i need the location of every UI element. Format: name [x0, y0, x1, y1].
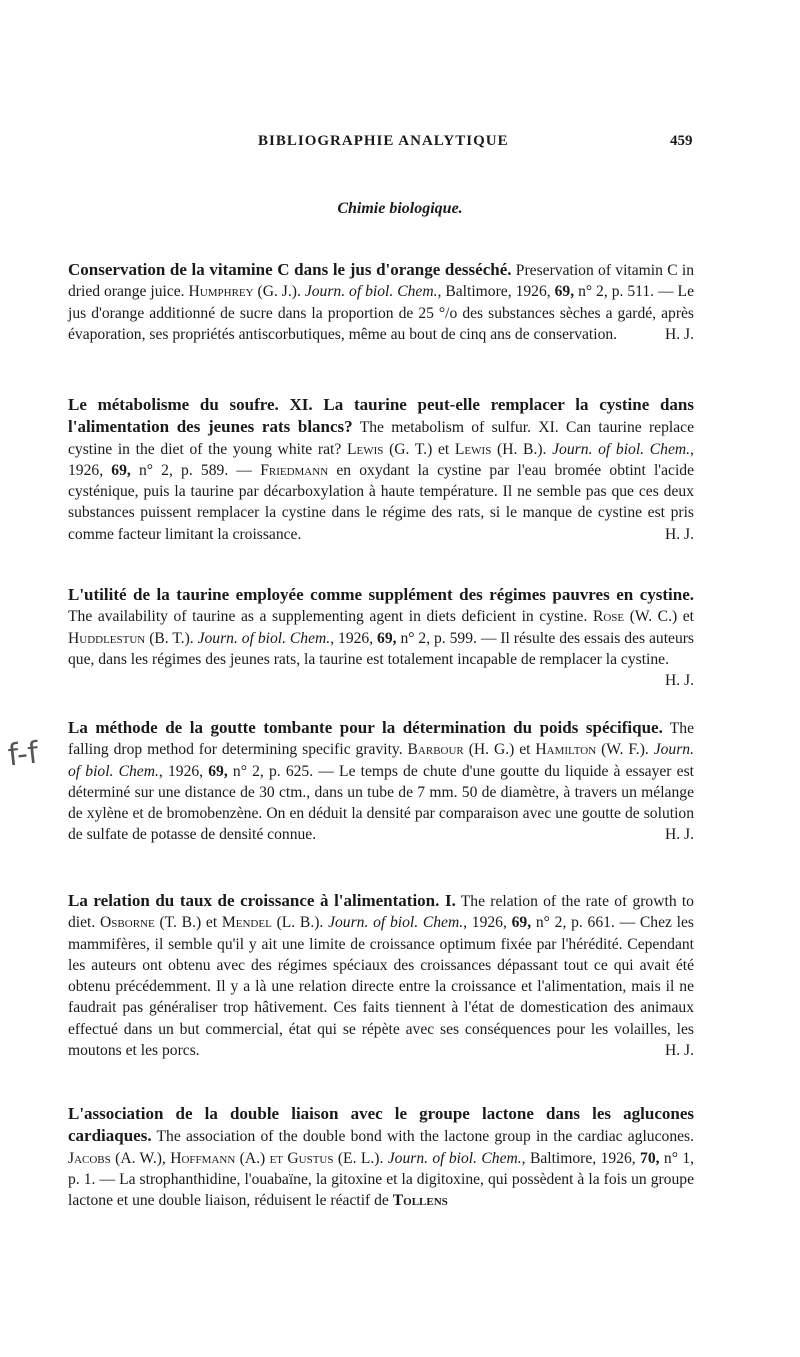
- author-initials: (T. B.) et: [159, 914, 218, 932]
- author: Humphrey (G. J.).: [188, 283, 301, 301]
- reviewer-initials: H. J.: [664, 325, 694, 343]
- english-title: The association of the double bond with the lactone group in the cardiac aglucones.: [156, 1128, 695, 1146]
- cited-author: Tollens: [392, 1192, 448, 1210]
- issue: n° 1, p. 1.: [68, 1149, 695, 1188]
- english-title: The relation of the rate of growth to diet.: [68, 893, 694, 932]
- city: Baltimore,: [445, 283, 512, 301]
- section-title: Chimie biologique.: [337, 200, 463, 217]
- author: et Gustus: [269, 1149, 334, 1167]
- author: Barbour: [407, 741, 464, 759]
- journal: Journ. of biol. Chem.: [304, 283, 438, 301]
- author: Hamilton: [535, 741, 597, 759]
- english-title: Preservation of vitamin C in dried orange juice.: [68, 262, 695, 301]
- author-initials: (W. C.) et: [629, 608, 694, 626]
- volume: 70,: [640, 1149, 660, 1167]
- author: Hoffmann: [170, 1149, 236, 1167]
- abstract-entry-4: La méthode de la goutte tombante pour la détermination du poids spécifique. The falling drop method for determining specific gravity. Barbour (H. G.) et Hamilton (W. F.). Journ. of biol. Chem., 1926, 69, n° 2, p. 625. — Le temps de chute d'une goutte du liquide à essayer est déterminé sur une distance de 30 ctm., dans un tube de 7 mm. 50 de diamètre, à travers un mélange de xylène et de bromobenzène. On en déduit la densité par comparaison avec une goutte de solution de sulfate de potasse de densité connue. H. J.: [68, 717, 694, 846]
- english-title: The metabolism of sulfur. XI. Can taurine replace cystine in the diet of the young white rat?: [68, 419, 694, 458]
- reviewer-initials: H. J.: [664, 672, 694, 690]
- reviewer-initials: H. J.: [664, 1042, 694, 1060]
- journal: Journ. of biol. Chem.: [552, 440, 691, 458]
- abstract-text: — Il résulte des essais des auteurs que, dans les régimes des jeunes rats, la taurine est totalement incapable de remplacer la cystine.: [68, 629, 695, 668]
- abstract-entry-5: La relation du taux de croissance à l'alimentation. I. The relation of the rate of growth to diet. Osborne (T. B.) et Mendel (L. B.). Journ. of biol. Chem., 1926, 69, n° 2, p. 661. — Chez les mammifères, il semble qu'il y ait une limite de croissance optimum fixée par l'hérédité. Cependant les auteurs ont obtenu avec des régimes spéciaux des croissances dépassant tout ce qui avait été obtenu précédemment. Il y a là une relation directe entre la croissance et l'alimentation, mais il ne faudrait pas généraliser trop hâtivement. Ces faits tiennent à l'état de domestication des animaux effectué dans un but commercial, état qui se répète avec ses conséquences pour les volailles, les moutons et les porcs. H. J.: [68, 890, 694, 1061]
- issue: n° 2, p. 625.: [232, 762, 314, 780]
- year: 1926,: [471, 914, 507, 932]
- reviewer-initials: H. J.: [664, 826, 694, 844]
- english-title: The availability of taurine as a supplementing agent in diets deficient in cystine.: [68, 608, 588, 626]
- abstract-text: en oxydant la cystine par l'eau bromée obtint l'acide cysténique, puis la taurine par décarboxylation à haute température. Il ne semble pas que ces deux substances puissent remplacer la cystine dans le régime des rats, si le manque de cystine est pris comme facteur limitant la croissance.: [68, 461, 694, 543]
- abstract-entry-2: Le métabolisme du soufre. XI. La taurine peut-elle remplacer la cystine dans l'alimentation des jeunes rats blancs? The metabolism of sulfur. XI. Can taurine replace cystine in the diet of the young white rat? Lewis (G. T.) et Lewis (H. B.). Journ. of biol. Chem., 1926, 69, n° 2, p. 589. — Friedmann en oxydant la cystine par l'eau bromée obtint l'acide cysténique, puis la taurine par décarboxylation à haute température. Il ne semble pas que ces deux substances puissent remplacer la cystine dans le régime des rats, si le manque de cystine est pris comme facteur limitant la croissance. H. J.: [68, 394, 694, 545]
- abstract-entry-3: L'utilité de la taurine employée comme supplément des régimes pauvres en cystine. The availability of taurine as a supplementing agent in diets deficient in cystine. Rose (W. C.) et Huddlestun (B. T.). Journ. of biol. Chem., 1926, 69, n° 2, p. 599. — Il résulte des essais des auteurs que, dans les régimes des jeunes rats, la taurine est totalement incapable de remplacer la cystine. H. J.: [68, 584, 694, 691]
- abstract-text: —: [236, 461, 252, 479]
- volume: 69,: [511, 914, 532, 932]
- entry-title: Conservation de la vitamine C dans le jus d'orange desséché.: [68, 260, 512, 279]
- journal: Journ. of biol. Chem.: [387, 1149, 522, 1167]
- volume: 69,: [554, 283, 575, 301]
- author-initials: (A. W.),: [115, 1149, 166, 1167]
- volume: 69,: [377, 629, 397, 647]
- author-initials: (E. L.).: [337, 1149, 384, 1167]
- journal: Journ. of biol. Chem.: [328, 914, 464, 932]
- abstract-text: — La strophanthidine, l'ouabaïne, la gitoxine et la digitoxine, qui possèdent à la fois un groupe lactone et une double liaison, réduisent le réactif de: [68, 1170, 694, 1210]
- author-initials: (H. B.).: [497, 440, 547, 458]
- reviewer-initials: H. J.: [664, 525, 694, 543]
- author: Rose: [592, 608, 625, 626]
- year: 1926,: [68, 461, 104, 479]
- abstract-text: — Chez les mammifères, il semble qu'il y ait une limite de croissance optimum fixée par l'hérédité. Cependant les auteurs ont obtenu avec des régimes spéciaux des croissances dépassant tout ce qui avait été obtenu précédemment. Il y a là une relation directe entre la croissance et l'alimentation, mais il ne faudrait pas généraliser trop hâtivement. Ces faits tiennent à l'état de domestication des animaux effectué dans un but commercial, état qui se répète avec ses conséquences pour les volailles, les moutons et les porcs.: [68, 914, 694, 1060]
- abstract-text: — Le jus d'orange additionné de sucre dans la proportion de 25 °/o des substances sèches a gardé, après évaporation, ses propriétés antiscorbutiques, même au bout de cinq ans de conservation.: [68, 283, 694, 343]
- author-initials: (B. T.).: [149, 629, 194, 647]
- city: Baltimore,: [529, 1149, 597, 1167]
- volume: 69,: [111, 461, 131, 479]
- issue: n° 2, p. 661.: [535, 914, 615, 932]
- author-initials: (A.): [239, 1149, 266, 1167]
- issue: n° 2, p. 589.: [138, 461, 229, 479]
- abstract-entry-6: L'association de la double liaison avec le groupe lactone dans les aglucones cardiaques. The association of the double bond with the lactone group in the cardiac aglucones. Jacobs (A. W.), Hoffmann (A.) et Gustus (E. L.). Journ. of biol. Chem., Baltimore, 1926, 70, n° 1, p. 1. — La strophanthidine, l'ouabaïne, la gitoxine et la digitoxine, qui possèdent à la fois un groupe lactone et une double liaison, réduisent le réactif de Tollens: [68, 1104, 695, 1210]
- entry-title: La relation du taux de croissance à l'alimentation. I.: [68, 891, 456, 910]
- year: 1926,: [338, 629, 374, 647]
- author-initials: (W. F.).: [601, 741, 649, 759]
- handwritten-margin-note: f-f: [6, 735, 41, 774]
- entry-title: L'association de la double liaison avec le groupe lactone dans les aglucones cardiaques.: [68, 1104, 694, 1146]
- running-head: BIBLIOGRAPHIE ANALYTIQUE: [258, 133, 509, 149]
- author-initials: (G. T.) et: [389, 440, 450, 458]
- author: Lewis: [454, 440, 492, 458]
- year: 1926,: [600, 1149, 636, 1167]
- entry-title: Le métabolisme du soufre. XI. La taurine peut-elle remplacer la cystine dans l'alimentation des jeunes rats blancs?: [68, 395, 694, 437]
- author: Osborne: [100, 914, 155, 932]
- author-initials: (L. B.).: [276, 914, 324, 932]
- english-title: The falling drop method for determining specific gravity.: [68, 720, 695, 759]
- author: Huddlestun: [68, 629, 146, 647]
- journal: Journ. of biol. Chem.: [197, 629, 331, 647]
- entry-title: La méthode de la goutte tombante pour la détermination du poids spécifique.: [68, 718, 663, 737]
- year: 1926,: [167, 762, 204, 780]
- volume: 69,: [208, 762, 228, 780]
- journal: Journ. of biol. Chem.: [68, 741, 694, 780]
- entry-title: L'utilité de la taurine employée comme supplément des régimes pauvres en cystine.: [68, 585, 694, 604]
- cited-author: Friedmann: [260, 461, 329, 479]
- page-number: 459: [670, 133, 693, 149]
- abstract-entry-1: Conservation de la vitamine C dans le jus d'orange desséché. Preservation of vitamin C in dried orange juice. Humphrey (G. J.). Journ. of biol. Chem., Baltimore, 1926, 69, n° 2, p. 511. — Le jus d'orange additionné de sucre dans la proportion de 25 °/o des substances sèches a gardé, après évaporation, ses propriétés antiscorbutiques, même au bout de cinq ans de conservation. H. J.: [68, 259, 694, 345]
- issue: n° 2, p. 599.: [400, 629, 477, 647]
- author-initials: (H. G.) et: [468, 741, 531, 759]
- author: Jacobs: [68, 1149, 111, 1167]
- year: 1926,: [515, 283, 551, 301]
- issue: n° 2, p. 511.: [578, 283, 655, 301]
- abstract-text: — Le temps de chute d'une goutte du liquide à essayer est déterminé sur une distance de 30 ctm., dans un tube de 7 mm. 50 de diamètre, à travers un mélange de xylène et de bromobenzène. On en déduit la densité par comparaison avec une goutte de solution de sulfate de potasse de densité connue.: [68, 762, 694, 844]
- author: Lewis: [346, 440, 384, 458]
- author: Mendel: [221, 914, 272, 932]
